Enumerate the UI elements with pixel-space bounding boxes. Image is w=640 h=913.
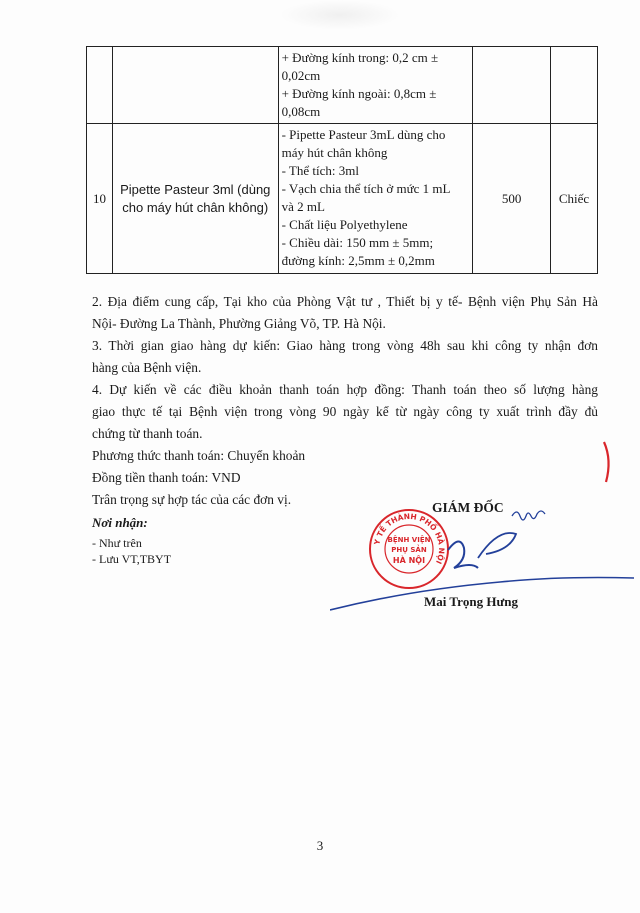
- recipients-block: [92, 515, 171, 567]
- cell-unit: Chiếc: [551, 124, 598, 274]
- items-table: [86, 46, 598, 274]
- item-2-line-1: 2. Địa điểm cung cấp, Tại kho của Phòng Vật tư , Thiết bị y tế- Bệnh viện Phụ Sản Hà: [92, 294, 598, 309]
- stamp-ring-text: Y TẾ THÀNH PHỐ HÀ NỘI: [372, 511, 447, 566]
- body-text: [92, 291, 598, 511]
- recipient-item: - Như trên: [92, 536, 142, 550]
- cell-name: [112, 47, 278, 124]
- closing-line: Trân trọng sự hợp tác của các đơn vị.: [92, 492, 292, 507]
- cell-spec: [278, 124, 473, 274]
- cell-name: Pipette Pasteur 3ml (dùng cho máy hút chân không): [112, 124, 278, 274]
- cell-no: 10: [87, 124, 113, 274]
- spec-line: và 2 mL: [281, 199, 325, 214]
- cell-unit: [551, 47, 598, 124]
- item-2-line-2: Nội- Đường La Thành, Phường Giảng Võ, TP. Hà Nội.: [92, 316, 386, 331]
- spec-line: máy hút chân không: [281, 145, 388, 160]
- recipients-title: Nơi nhận:: [92, 515, 148, 530]
- spec-line: + Đường kính ngoài: 0,8cm ±: [281, 86, 437, 101]
- spec-line: - Vạch chia thể tích ở mức 1 mL: [281, 181, 451, 196]
- red-margin-mark: [596, 440, 616, 490]
- spec-line: - Chất liệu Polyethylene: [281, 217, 408, 232]
- signature-title: GIÁM ĐỐC: [432, 500, 504, 515]
- item-4-line-2: giao thực tế tại Bệnh viện trong vòng 90 ngày kể từ ngày công ty xuất trình đầy đủ: [92, 404, 598, 419]
- spec-line: 0,08cm: [281, 104, 321, 119]
- scan-smudge: [280, 0, 400, 30]
- cell-quantity: 500: [473, 124, 551, 274]
- payment-method: Phương thức thanh toán: Chuyển khoản: [92, 448, 306, 463]
- spec-line: + Đường kính trong: 0,2 cm ±: [281, 50, 439, 65]
- recipient-item: - Lưu VT,TBYT: [92, 552, 172, 566]
- spec-line: - Thể tích: 3ml: [281, 163, 359, 178]
- stamp-line-2: PHỤ SẢN: [391, 546, 427, 554]
- page-number: 3: [316, 838, 324, 853]
- signer-name: Mai Trọng Hưng: [424, 594, 518, 609]
- stamp-line-1: BỆNH VIỆN: [387, 536, 431, 544]
- stamp-line-3: HÀ NỘI: [392, 556, 426, 565]
- item-3-line-2: hàng của Bệnh viện.: [92, 360, 202, 375]
- cell-spec: [278, 47, 473, 124]
- cell-quantity: [473, 47, 551, 124]
- spec-line: 0,02cm: [281, 68, 321, 83]
- item-3-line-1: 3. Thời gian giao hàng dự kiến: Giao hàng trong vòng 48h sau khi công ty nhận đơn: [92, 338, 598, 353]
- currency: Đồng tiền thanh toán: VND: [92, 470, 241, 485]
- table-row: [87, 47, 598, 124]
- cell-no: [87, 47, 113, 124]
- spec-line: - Pipette Pasteur 3mL dùng cho: [281, 127, 446, 142]
- spec-line: đường kính: 2,5mm ± 0,2mm: [281, 253, 435, 268]
- spec-line: - Chiều dài: 150 mm ± 5mm;: [281, 235, 434, 250]
- item-4-line-3: chứng từ thanh toán.: [92, 426, 203, 441]
- table-row: [87, 124, 598, 274]
- item-4-line-1: 4. Dự kiến về các điều khoản thanh toán hợp đồng: Thanh toán theo số lượng hàng: [92, 382, 598, 397]
